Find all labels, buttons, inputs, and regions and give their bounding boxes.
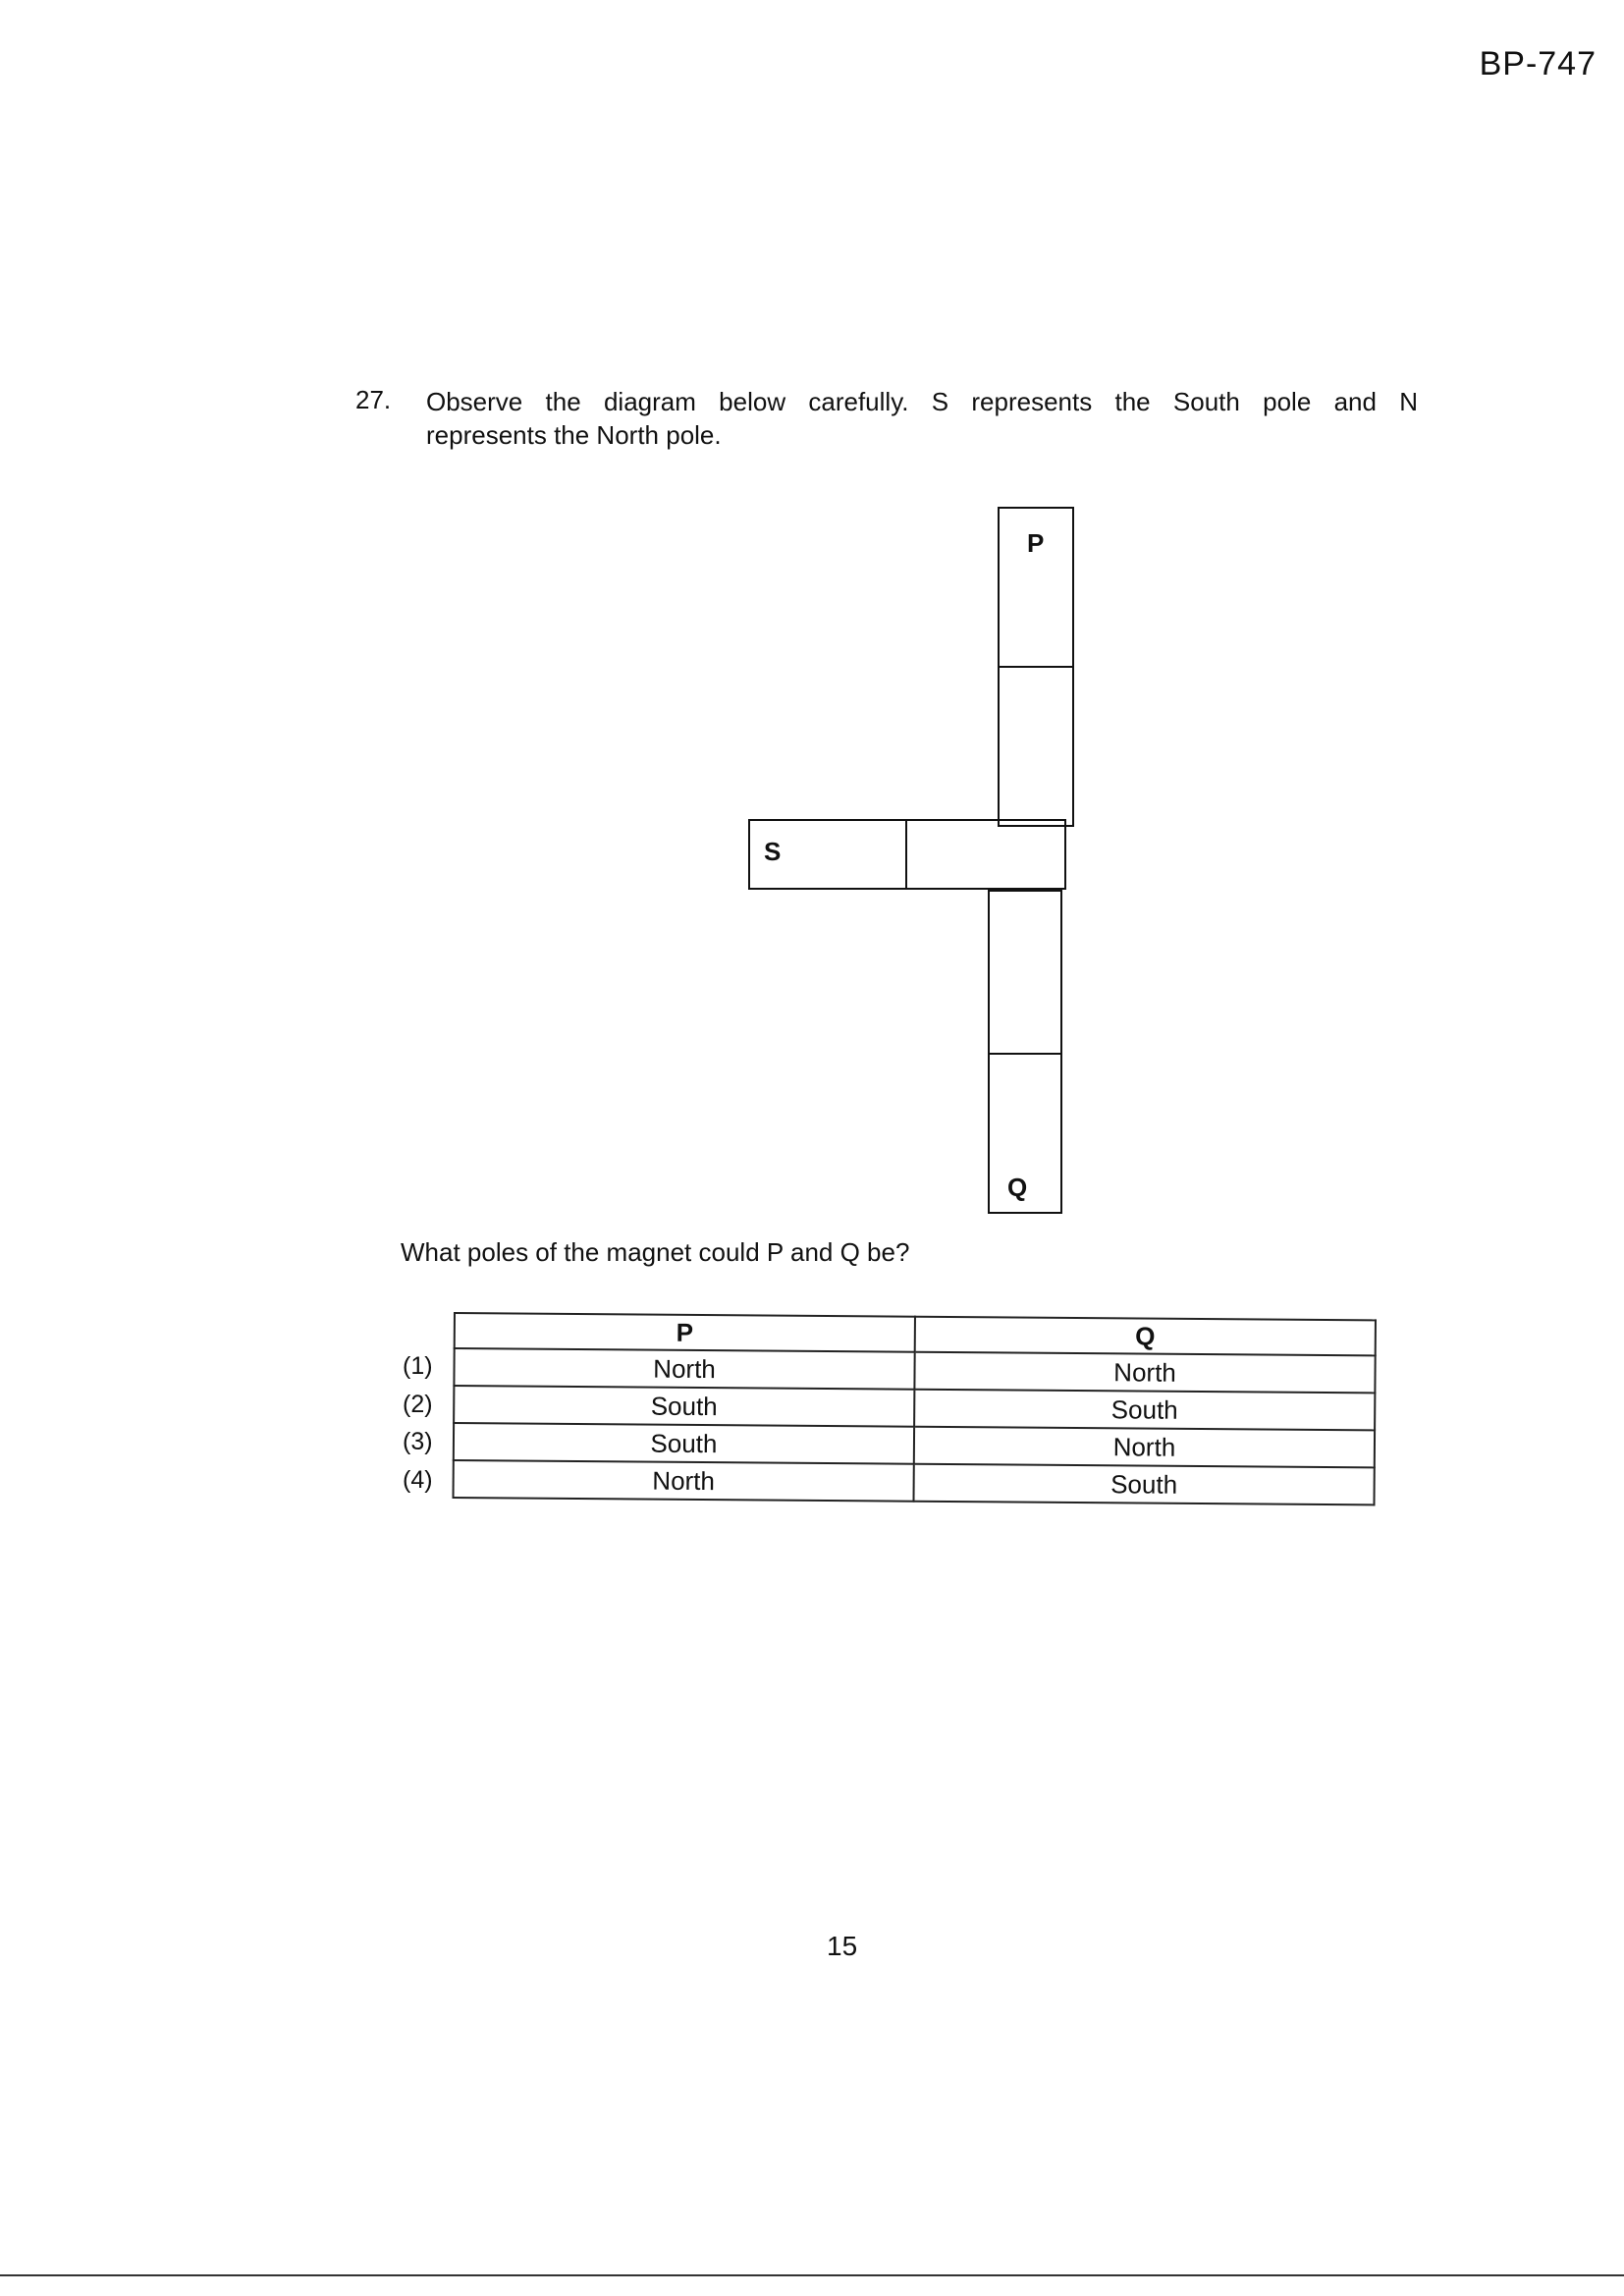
pole-label-s: S <box>764 837 782 866</box>
page-number: 15 <box>827 1931 858 1961</box>
cell-q: South <box>914 1464 1375 1505</box>
cell-p: North <box>454 1348 914 1390</box>
table-row <box>454 1460 1375 1504</box>
pole-label-q: Q <box>1007 1173 1028 1202</box>
column-header-p: P <box>455 1313 915 1352</box>
options-table <box>453 1312 1377 1505</box>
question-text-line-2: represents the North pole. <box>426 420 722 450</box>
question-text-line-1: Observe the diagram below carefully. S represents the South pole and N <box>426 387 1418 416</box>
cell-q: North <box>914 1427 1375 1468</box>
option-number: (2) <box>403 1390 433 1418</box>
cell-q: South <box>914 1390 1375 1431</box>
pole-label-p: P <box>1027 528 1045 558</box>
option-numbers <box>403 1347 433 1499</box>
cell-p: South <box>454 1386 914 1427</box>
document-code: BP-747 <box>1479 45 1597 82</box>
lower-magnet-divider <box>988 1053 1062 1055</box>
question-text <box>426 385 1418 452</box>
option-number: (1) <box>403 1352 433 1380</box>
column-header-q: Q <box>915 1317 1376 1356</box>
upper-magnet-divider <box>998 666 1074 668</box>
horizontal-magnet <box>748 819 1066 890</box>
question-prompt: What poles of the magnet could P and Q be? <box>401 1237 910 1267</box>
cell-p: North <box>454 1460 914 1502</box>
cell-q: North <box>914 1352 1375 1394</box>
option-number: (4) <box>403 1465 433 1494</box>
vertical-magnet-lower <box>988 890 1062 1214</box>
option-number: (3) <box>403 1428 433 1455</box>
cell-p: South <box>454 1423 914 1464</box>
bottom-rule <box>0 2274 1624 2276</box>
question-number: 27. <box>355 385 392 414</box>
horizontal-magnet-divider <box>905 819 907 890</box>
